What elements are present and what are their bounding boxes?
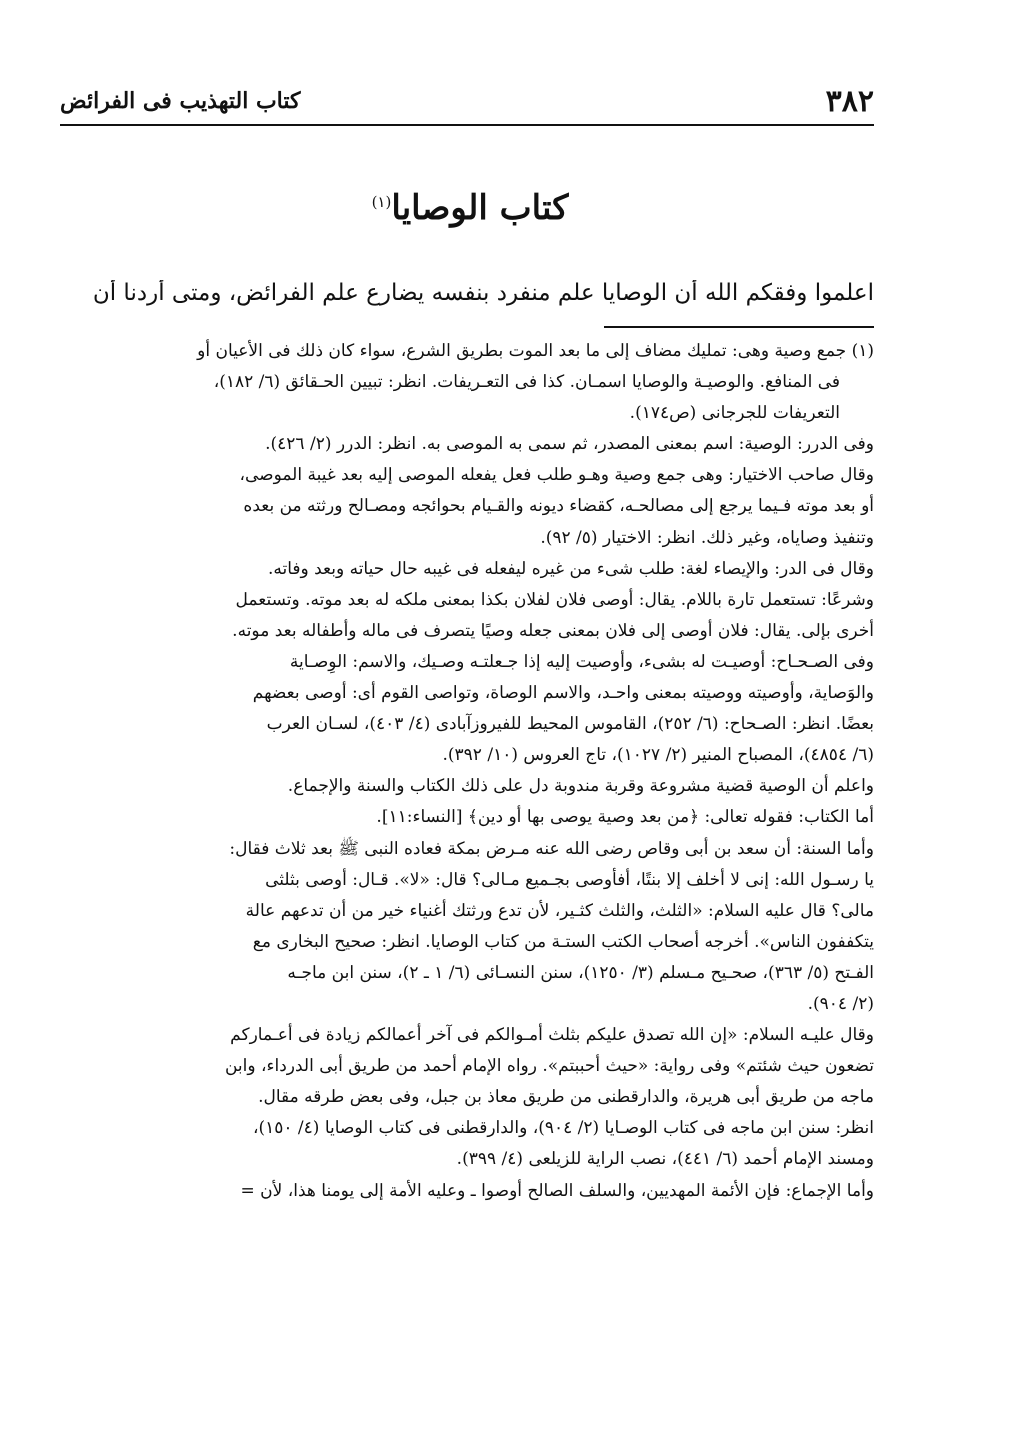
footnote-separator [604, 326, 874, 328]
footnote-line: وقال صاحب الاختيار: وهى جمع وصية وهـو طلب فعل يفعله الموصى إليه بعد غيبة الموصى، [239, 465, 874, 486]
footnote-line: التعريفات للجرجانى (ص١٧٤). [629, 403, 840, 424]
page-number: ٣٨٢ [825, 84, 874, 119]
main-text-paragraph: اعلموا وفقكم الله أن الوصايا علم منفرد بنفسه يضارع علم الفرائض، ومتى أردنا أن [92, 280, 874, 306]
footnote-line: ماجه من طريق أبى هريرة، والدارقطنى من طريق معاذ بن جبل، وفى بعض طرقه مقال. [258, 1087, 874, 1108]
footnote-line: والوَصاية، وأوصيته ووصيته بمعنى واحـد، والاسم الوصاة، وتواصى القوم أى: أوصى بعضهم [252, 683, 874, 704]
footnote-line: ومسند الإمام أحمد (٦/ ٤٤١)، نصب الراية للزيلعى (٤/ ٣٩٩). [456, 1149, 874, 1170]
footnote-line: فى المنافع. والوصيـة والوصايا اسمـان. كذا فى التعـريفات. انظر: تبيين الحـقائق (٦/ ١٨٢)، [213, 372, 840, 393]
chapter-title-text: كتاب الوصايا [391, 188, 569, 228]
footnote-line: أو بعد موته فـيما يرجع إلى مصالحـه، كقضاء ديونه والقـيام بحوائجه ومصـالح ورثته من بعده [243, 496, 874, 517]
footnote-line: مالى؟ قال عليه السلام: «الثلث، والثلث كثـير، لأن تدع ورثتك أغنياء خير من أن تدعهم عالة [245, 900, 874, 921]
footnote-line: (٦/ ٤٨٥٤)، المصباح المنير (٢/ ١٠٢٧)، تاج العروس (١٠/ ٣٩٢). [442, 745, 874, 766]
footnote-line: وأما السنة: أن سعد بن أبى وقاص رضى الله عنه مـرض بمكة فعاده النبى ﷺ بعد ثلاث فقال: [229, 838, 874, 859]
footnote-line: واعلم أن الوصية قضية مشروعة وقربة مندوبة دل على ذلك الكتاب والسنة والإجماع. [287, 776, 874, 797]
footnote-line: أما الكتاب: فقوله تعالى: ﴿من بعد وصية يوصى بها أو دين﴾ [النساء:١١]. [376, 807, 874, 828]
footnote-line: وشرعًا: تستعمل تارة باللام. يقال: أوصى فلان لفلان بكذا بمعنى ملكه له بعد موته. وتستعمل [235, 589, 874, 610]
footnote-line: يا رسـول الله: إنى لا أخلف إلا بنتًا، أفأوصى بجـميع مـالى؟ قال: «لا». قـال: أوصى بثلثى [265, 869, 874, 890]
footnote-line: وقال عليـه السلام: «إن الله تصدق عليكم بثلث أمـوالكم فى آخر أعمالكم زيادة فى أعـماركم [230, 1025, 874, 1046]
footnote-line: يتكففون الناس». أخرجه أصحاب الكتب الستـة من كتاب الوصايا. انظر: صحيح البخارى مع [252, 931, 874, 952]
footnote-line: بعضًا. انظر: الصـحاح: (٦/ ٢٥٢)، القاموس المحيط للفيروزآبادى (٤/ ٤٠٣)، لسـان العرب [266, 714, 874, 735]
footnote-line: تضعون حيث شئتم» وفى رواية: «حيث أحببتم». رواه الإمام أحمد من طريق أبى الدرداء، وابن [224, 1056, 874, 1077]
footnote-marker: (١) [371, 192, 392, 211]
footnote-line: (٢/ ٩٠٤). [807, 993, 874, 1014]
footnote-line: وتنفيذ وصاياه، وغير ذلك. انظر: الاختيار (٥/ ٩٢). [540, 527, 874, 548]
footnotes-section [60, 336, 874, 1207]
footnote-line: وفى الدرر: الوصية: اسم بمعنى المصدر، ثم سمى به الموصى به. انظر: الدرر (٢/ ٤٢٦). [265, 434, 874, 455]
running-header [60, 84, 874, 126]
footnote-line: وقال فى الدر: والإيصاء لغة: طلب شىء من غيره ليفعله فى غيبه حال حياته وبعد وفاته. [267, 558, 874, 579]
chapter-title [60, 188, 874, 228]
footnote-line: وأما الإجماع: فإن الأئمة المهديين، والسلف الصالح أوصوا ـ وعليه الأمة إلى يومنا هذا، لأن = [240, 1180, 874, 1201]
footnote-line: الفـتح (٥/ ٣٦٣)، صحـيح مـسلم (٣/ ١٢٥٠)، سنن النسـائى (٦/ ١ ـ ٢)، سنن ابن ماجـه [287, 962, 874, 983]
footnote-line: أخرى بإلى. يقال: فلان أوصى إلى فلان بمعنى جعله وصيًا يتصرف فى ماله وأطفاله بعد موته. [232, 620, 874, 641]
footnote-line: انظر: سنن ابن ماجه فى كتاب الوصـايا (٢/ ٩٠٤)، والدارقطنى فى كتاب الوصايا (٤/ ١٥٠)، [252, 1118, 874, 1139]
footnote-line: (١) جمع وصية وهى: تمليك مضاف إلى ما بعد الموت بطريق الشرع، سواء كان ذلك فى الأعيان أو [197, 341, 874, 361]
footnote-line: وفى الصـحـاح: أوصيـت له بشىء، وأوصيت إليه إذا جـعلتـه وصـيك، والاسم: الوِصـاية [289, 651, 874, 672]
running-header-title: كتاب التهذيب فى الفرائض [60, 88, 301, 114]
